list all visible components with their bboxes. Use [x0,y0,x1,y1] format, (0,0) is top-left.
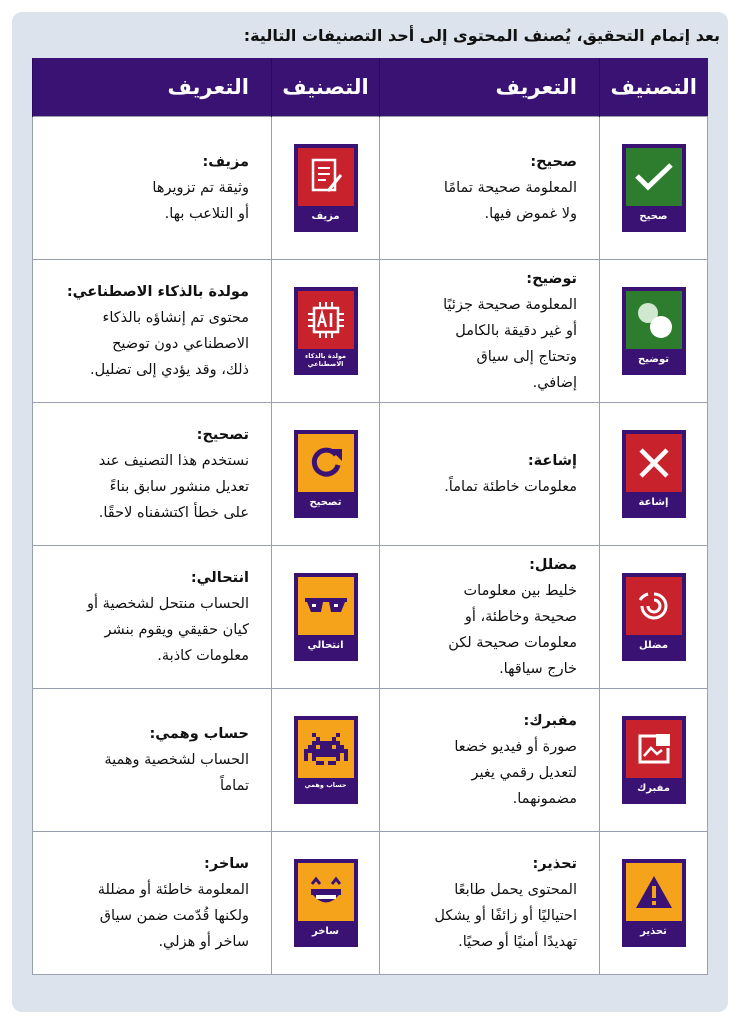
icon-cell [272,116,380,259]
table-row [33,545,708,688]
tile-label: تحذير [640,925,667,937]
rumor-tile [622,430,686,518]
icon-cell [600,259,708,402]
grin-face-icon [298,863,354,921]
tile-label: مفبرك [637,782,670,794]
icon-cell [600,402,708,545]
circles-icon [626,291,682,349]
table-row [33,116,708,259]
x-icon [626,434,682,492]
definition-title: انتحالي: [190,569,249,586]
definition-cell [33,688,272,831]
definition-title: تصحيح: [196,426,249,443]
tile-label: انتحالي [307,639,344,651]
header-definition-2: التعريف [33,58,272,116]
definition-body: المعلومة صحيحة تمامًا ولا غموض فيها. [443,179,577,222]
definition-body: محتوى تم إنشاؤه بالذكاء الاصطناعي دون توضيح ذلك، وقد يؤدي إلى تضليل. [90,309,249,378]
fabricated-tile [622,716,686,804]
warning-icon [626,863,682,921]
icon-cell [272,831,380,974]
definition-cell [33,116,272,259]
true-tile [622,144,686,232]
definition-title: مفبرك: [523,712,577,729]
definition-body: الحساب لشخصية وهمية تماماً [104,751,249,794]
definition-title: ساخر: [204,855,249,872]
definition-title: حساب وهمي: [149,725,249,742]
definition-cell [33,545,272,688]
classification-table [32,58,708,975]
edited-image-icon [626,720,682,778]
space-invader-icon [298,720,354,778]
tile-label: حساب وهمي [304,780,347,789]
page-heading: بعد إتمام التحقيق، يُصنف المحتوى إلى أحد التصنيفات التالية: [243,26,720,45]
fake-account-tile [294,716,358,804]
definition-cell [380,116,600,259]
definition-title: مضلل: [529,556,577,573]
icon-cell [600,116,708,259]
table-row [33,259,708,402]
misleading-tile [622,573,686,661]
definition-cell [33,402,272,545]
clarification-tile [622,287,686,375]
table-header-row [33,58,708,116]
icon-cell [600,688,708,831]
definition-cell [380,688,600,831]
header-classification-1: التصنيف [600,58,708,116]
table-row [33,402,708,545]
definition-title: تحذير: [532,855,577,872]
definition-body: الحساب منتحل لشخصية أو كيان حقيقي ويقوم بنشر معلومات كاذبة. [87,595,249,664]
warning-tile [622,859,686,947]
check-icon [626,148,682,206]
tile-label: صحيح [639,210,668,222]
forged-document-icon [298,148,354,206]
definition-body: المعلومة صحيحة جزئيًا أو غير دقيقة بالكامل وتحتاج إلى سياق إضافي. [443,296,577,391]
definition-cell [33,259,272,402]
table-row [33,831,708,974]
definition-body: معلومات خاطئة تماماً. [444,478,577,495]
definition-body: خليط بين معلومات صحيحة وخاطئة، أو معلومات صحيحة لكن خارج سياقها. [448,582,577,677]
icon-cell [272,402,380,545]
swirl-icon [626,577,682,635]
definition-title: إشاعة: [527,452,577,469]
ai-chip-icon [298,291,354,349]
header-definition-1: التعريف [380,58,600,116]
fake-tile [294,144,358,232]
icon-cell [600,545,708,688]
correction-tile [294,430,358,518]
definition-body: وثيقة تم تزويرها أو التلاعب بها. [152,179,249,222]
definition-cell [380,831,600,974]
definition-cell [380,402,600,545]
icon-cell [272,688,380,831]
icon-cell [272,545,380,688]
tile-label: توضيح [638,353,669,365]
definition-body: نستخدم هذا التصنيف عند تعديل منشور سابق بناءً على خطأ اكتشفناه لاحقًا. [98,452,249,521]
tile-label: إشاعة [638,496,669,508]
tile-label: تصحيح [309,496,342,508]
impersonation-tile [294,573,358,661]
definition-body: صورة أو فيديو خضعا لتعديل رقمي يغير مضمونهما. [454,738,577,807]
header-classification-2: التصنيف [272,58,380,116]
table-row [33,688,708,831]
icon-cell [272,259,380,402]
definition-title: توضيح: [526,270,577,287]
sunglasses-icon [298,577,354,635]
definition-title: مولدة بالذكاء الاصطناعي: [66,283,249,300]
tile-label: مضلل [638,639,669,651]
tile-label: ساخر [311,925,340,937]
definition-body: المحتوى يحمل طابعًا احتياليًا أو زائفًا أو يشكل تهديدًا أمنيًا أو صحيًا. [434,881,577,950]
definition-cell [380,259,600,402]
definition-body: المعلومة خاطئة أو مضللة ولكنها قُدّمت ضمن سياق ساخر أو هزلي. [97,881,249,950]
definition-cell [33,831,272,974]
icon-cell [600,831,708,974]
refresh-icon [298,434,354,492]
definition-cell [380,545,600,688]
tile-label: مزيف [311,210,340,222]
satire-tile [294,859,358,947]
definition-title: مزيف: [202,153,249,170]
ai-generated-tile [294,287,358,375]
definition-title: صحيح: [530,153,577,170]
tile-label: مولدة بالذكاء الاصطناعي [304,351,346,368]
